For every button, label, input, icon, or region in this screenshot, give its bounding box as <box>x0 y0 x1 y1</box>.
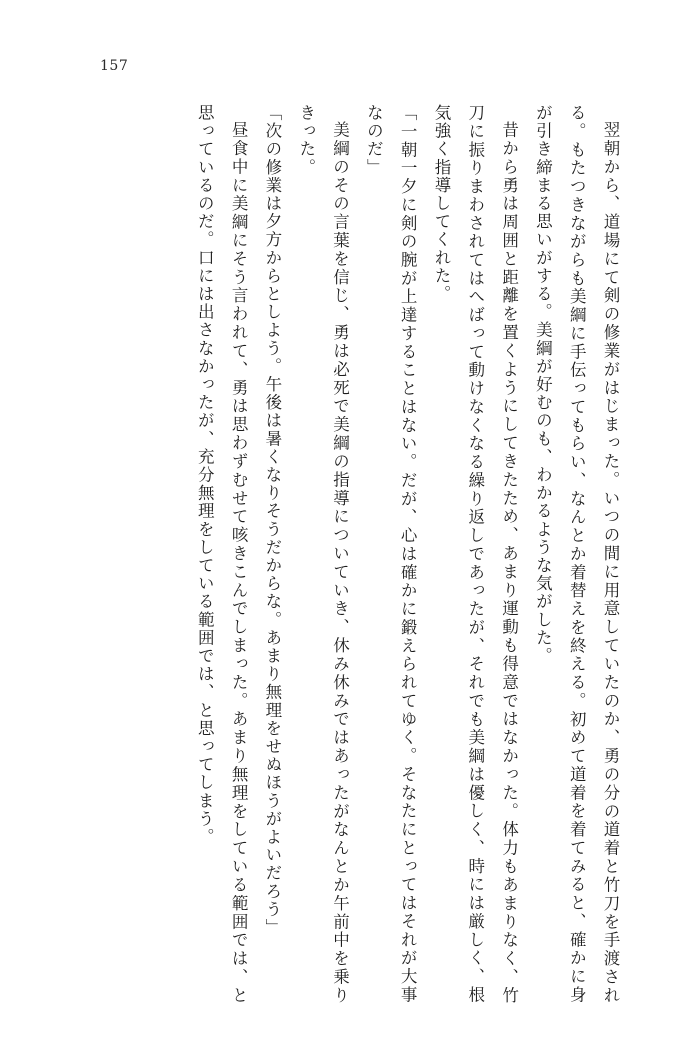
body-text-block <box>87 104 627 1004</box>
paragraph-dialogue: 「次の修業は夕方からとしよう。午後は暑くなりそうだからな。あまり無理をせぬほうがよいだろう」 <box>262 104 282 937</box>
page-number: 157 <box>100 58 129 74</box>
paragraph-dialogue: 「一朝一夕に剣の腕が上達することはない。だが、心は確かに鍛えられてゆく。そなたにとってはそれが大事なのだ」 <box>364 104 418 1004</box>
paragraph: 翌朝から、道場にて剣の修業がはじまった。いつの間に用意していたのか、勇の分の道着と竹刀を手渡される。もたつきながらも美綱に手伝ってもらい、なんとか着替えを終える。初めて道着を着てみると、確かに身が引き締まる思いがする。美綱が好むのも、わかるような気がした。 <box>533 104 620 1004</box>
paragraph: 昼食中に美綱にそう言われて、勇は思わずむせて咳きこんでしまった。あまり無理をしている範囲では、と思っているのだ。口には出さなかったが、充分無理をしている範囲では、と思ってしまう。 <box>195 104 249 1004</box>
paragraph: 昔から勇は周囲と距離を置くようにしてきたため、あまり運動も得意ではなかった。体力もあまりなく、竹刀に振りまわされてはへばって動けなくなる繰り返しであったが、それでも美綱は優しく、時には厳しく、根気強く指導してくれた。 <box>431 104 519 1004</box>
paragraph: 美綱のその言葉を信じ、勇は必死で美綱の指導についていき、休み休みではあったがなんとか午前中を乗りきった。 <box>296 104 350 1004</box>
